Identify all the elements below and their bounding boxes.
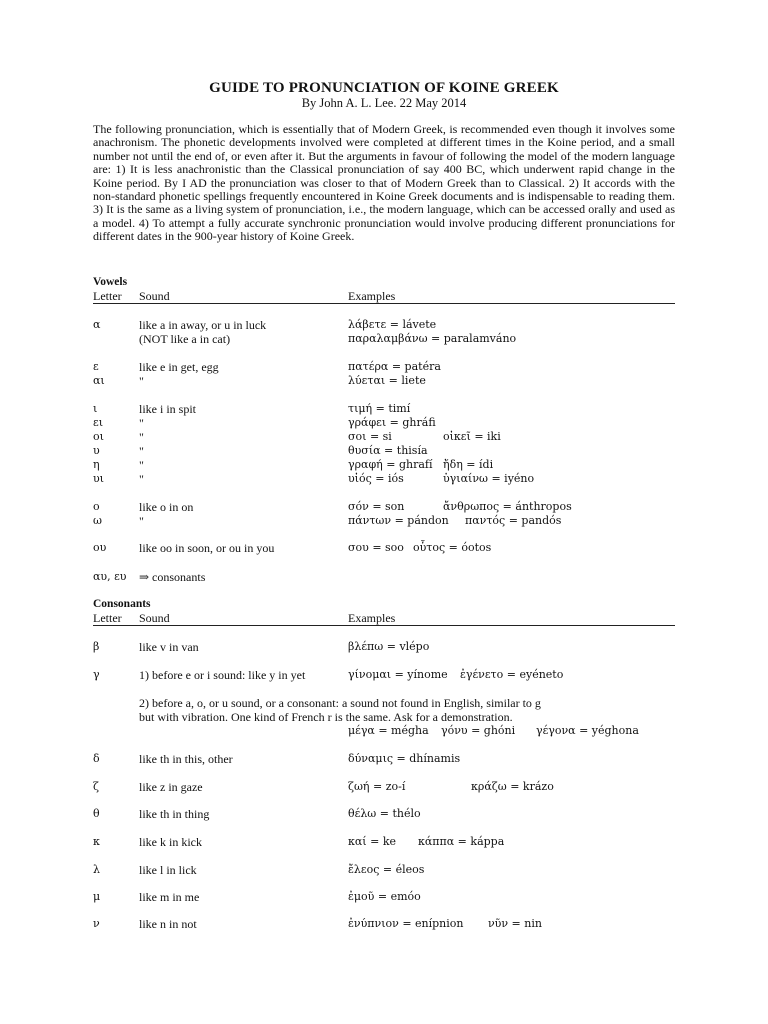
table-row — [93, 458, 675, 472]
consonants-table-header — [93, 611, 675, 626]
header-letter: Letter — [93, 611, 122, 625]
example-cell: ἐνύπνιον = enípnion — [348, 917, 464, 930]
table-row — [93, 402, 675, 416]
example-cell: δύναμις = dhínamis — [348, 752, 461, 765]
table-row — [93, 863, 675, 877]
example-cell-2: οἰκεῖ = iki — [443, 430, 501, 443]
sound-cell: like th in this, other — [139, 752, 233, 766]
letter-cell: μ — [93, 890, 101, 903]
table-row — [93, 640, 675, 654]
example-cell: θυσία = thisía — [348, 444, 428, 457]
sound-cell: " — [139, 514, 144, 528]
sound-cell: like o in on — [139, 500, 194, 514]
table-row — [93, 332, 675, 346]
letter-cell: αι — [93, 374, 105, 387]
letter-cell: ου — [93, 541, 107, 554]
example-cell: ἐμοῦ = emóo — [348, 890, 421, 903]
sound-cell: " — [139, 472, 144, 486]
sound-cell: like a in away, or u in luck — [139, 318, 267, 332]
letter-cell: α — [93, 318, 101, 331]
example-cell: ἔλεος = éleos — [348, 863, 425, 876]
sound-cell: like v in van — [139, 640, 199, 654]
example-cell-2: κράζω = krázo — [471, 780, 554, 793]
sound-cell: " — [139, 374, 144, 388]
table-row — [93, 724, 675, 738]
example-cell: σοι = si — [348, 430, 392, 443]
sound-cell: 2) before a, o, or u sound, or a consonant: a sound not found in English, similar to g — [139, 696, 541, 710]
sound-cell: " — [139, 458, 144, 472]
sound-cell: 1) before e or i sound: like y in yet — [139, 668, 306, 682]
example-cell: γράφει = ghráfi — [348, 416, 436, 429]
header-sound: Sound — [139, 289, 170, 303]
example-cell: παραλαμβάνω = paralamváno — [348, 332, 517, 345]
letter-cell: γ — [93, 668, 100, 681]
example-cell: πάντων = pándon — [348, 514, 449, 527]
table-row — [93, 472, 675, 486]
header-examples: Examples — [348, 611, 396, 625]
table-row — [93, 318, 675, 332]
example-cell-2: παντός = pandós — [465, 514, 562, 527]
letter-cell: λ — [93, 863, 100, 876]
vowels-table-header — [93, 289, 675, 304]
sound-cell: ⇒ consonants — [139, 570, 206, 584]
example-cell: λύεται = liete — [348, 374, 426, 387]
sound-cell: like oo in soon, or ou in you — [139, 541, 275, 555]
letter-cell: ν — [93, 917, 100, 930]
letter-cell: η — [93, 458, 100, 471]
table-row — [93, 696, 675, 710]
example-cell-2: ἄνθρωπος = ánthropos — [443, 500, 572, 513]
letter-cell: θ — [93, 807, 100, 820]
sound-cell: like th in thing — [139, 807, 210, 821]
example-cell-2: γόνυ = ghóni — [441, 724, 516, 737]
table-row — [93, 360, 675, 374]
sound-cell: like l in lick — [139, 863, 197, 877]
table-row — [93, 668, 675, 682]
sound-cell: like z in gaze — [139, 780, 203, 794]
letter-cell: ω — [93, 514, 102, 527]
example-cell-3: γέγονα = yéghona — [536, 724, 639, 737]
example-cell-2: οὗτος = óotos — [413, 541, 492, 554]
table-row — [93, 890, 675, 904]
example-cell: καί = ke — [348, 835, 397, 848]
table-row — [93, 807, 675, 821]
page-title: GUIDE TO PRONUNCIATION OF KOINE GREEK — [209, 80, 559, 96]
table-row — [93, 500, 675, 514]
sound-cell: but with vibration. One kind of French r is the same. Ask for a demonstration. — [139, 710, 513, 724]
table-row — [93, 430, 675, 444]
table-row — [93, 374, 675, 388]
letter-cell: ι — [93, 402, 98, 415]
letter-cell: β — [93, 640, 100, 653]
table-row — [93, 710, 675, 724]
table-row — [93, 416, 675, 430]
table-row — [93, 541, 675, 555]
table-row — [93, 444, 675, 458]
table-row — [93, 780, 675, 794]
table-row — [93, 570, 675, 584]
letter-cell: οι — [93, 430, 104, 443]
letter-cell: κ — [93, 835, 100, 848]
table-row — [93, 917, 675, 931]
sound-cell: " — [139, 430, 144, 444]
letter-cell: δ — [93, 752, 100, 765]
table-row — [93, 835, 675, 849]
header-sound: Sound — [139, 611, 170, 625]
letter-cell: ο — [93, 500, 100, 513]
sound-cell: like n in not — [139, 917, 197, 931]
intro-paragraph: The following pronunciation, which is essentially that of Modern Greek, is recommended even though it involves some anachronism. The phonetic developments involved were completed at different times in the Koine period, and a small number not until the end of, or even after it. But the arguments in favour of following the model of the modern language are: 1) It is less anachronistic than the Classical pronunciation of say 400 BC, which underwent rapid change in the Koine period. By I AD the pronunciation was closer to that of Modern Greek than to Classical. 2) It accords with the non-standard phonetic spellings frequently encountered in Koine Greek documents and is indispensable to reading them. 3) It is the same as a living system of pronunciation, i.e., the modern language, which can be accessed orally and used as a model. 4) To attempt a fully accurate synchronic pronunciation would involve producing different pronunciations for different dates in the 900-year history of Koine Greek. — [93, 122, 675, 244]
example-cell-2: νῦν = nin — [488, 917, 542, 930]
byline: By John A. L. Lee. 22 May 2014 — [301, 96, 467, 110]
example-cell: γραφή = ghrafí — [348, 458, 433, 471]
example-cell: μέγα = mégha — [348, 724, 429, 737]
example-cell-2: ἤδη = ídi — [443, 458, 494, 471]
letter-cell: ει — [93, 416, 104, 429]
letter-cell: υι — [93, 472, 104, 485]
example-cell: γίνομαι = yínome — [348, 668, 448, 681]
example-cell: λάβετε = lávete — [348, 318, 437, 331]
vowels-heading: Vowels — [93, 276, 128, 288]
example-cell: σου = soo — [348, 541, 404, 554]
sound-cell: (NOT like a in cat) — [139, 332, 231, 346]
example-cell-2: ἐγένετο = eyéneto — [460, 668, 564, 681]
example-cell: πατέρα = patéra — [348, 360, 441, 373]
example-cell: βλέπω = vlépo — [348, 640, 430, 653]
example-cell: τιμή = timí — [348, 402, 411, 415]
example-cell-2: ὑγιαίνω = iyéno — [443, 472, 535, 485]
example-cell-2: κάππα = káppa — [418, 835, 505, 848]
sound-cell: like e in get, egg — [139, 360, 219, 374]
letter-cell: ζ — [93, 780, 99, 793]
example-cell: σόν = son — [348, 500, 405, 513]
letter-cell: ε — [93, 360, 99, 373]
sound-cell: like k in kick — [139, 835, 202, 849]
letter-cell: υ — [93, 444, 100, 457]
sound-cell: " — [139, 416, 144, 430]
table-row — [93, 514, 675, 528]
header-examples: Examples — [348, 289, 396, 303]
example-cell: ζωή = zo-í — [348, 780, 406, 793]
sound-cell: like i in spit — [139, 402, 196, 416]
letter-cell: αυ, ευ — [93, 570, 127, 583]
example-cell: θέλω = thélo — [348, 807, 421, 820]
header-letter: Letter — [93, 289, 122, 303]
example-cell: υἱός = iós — [348, 472, 404, 485]
table-row — [93, 752, 675, 766]
sound-cell: like m in me — [139, 890, 200, 904]
consonants-heading: Consonants — [93, 598, 151, 610]
sound-cell: " — [139, 444, 144, 458]
